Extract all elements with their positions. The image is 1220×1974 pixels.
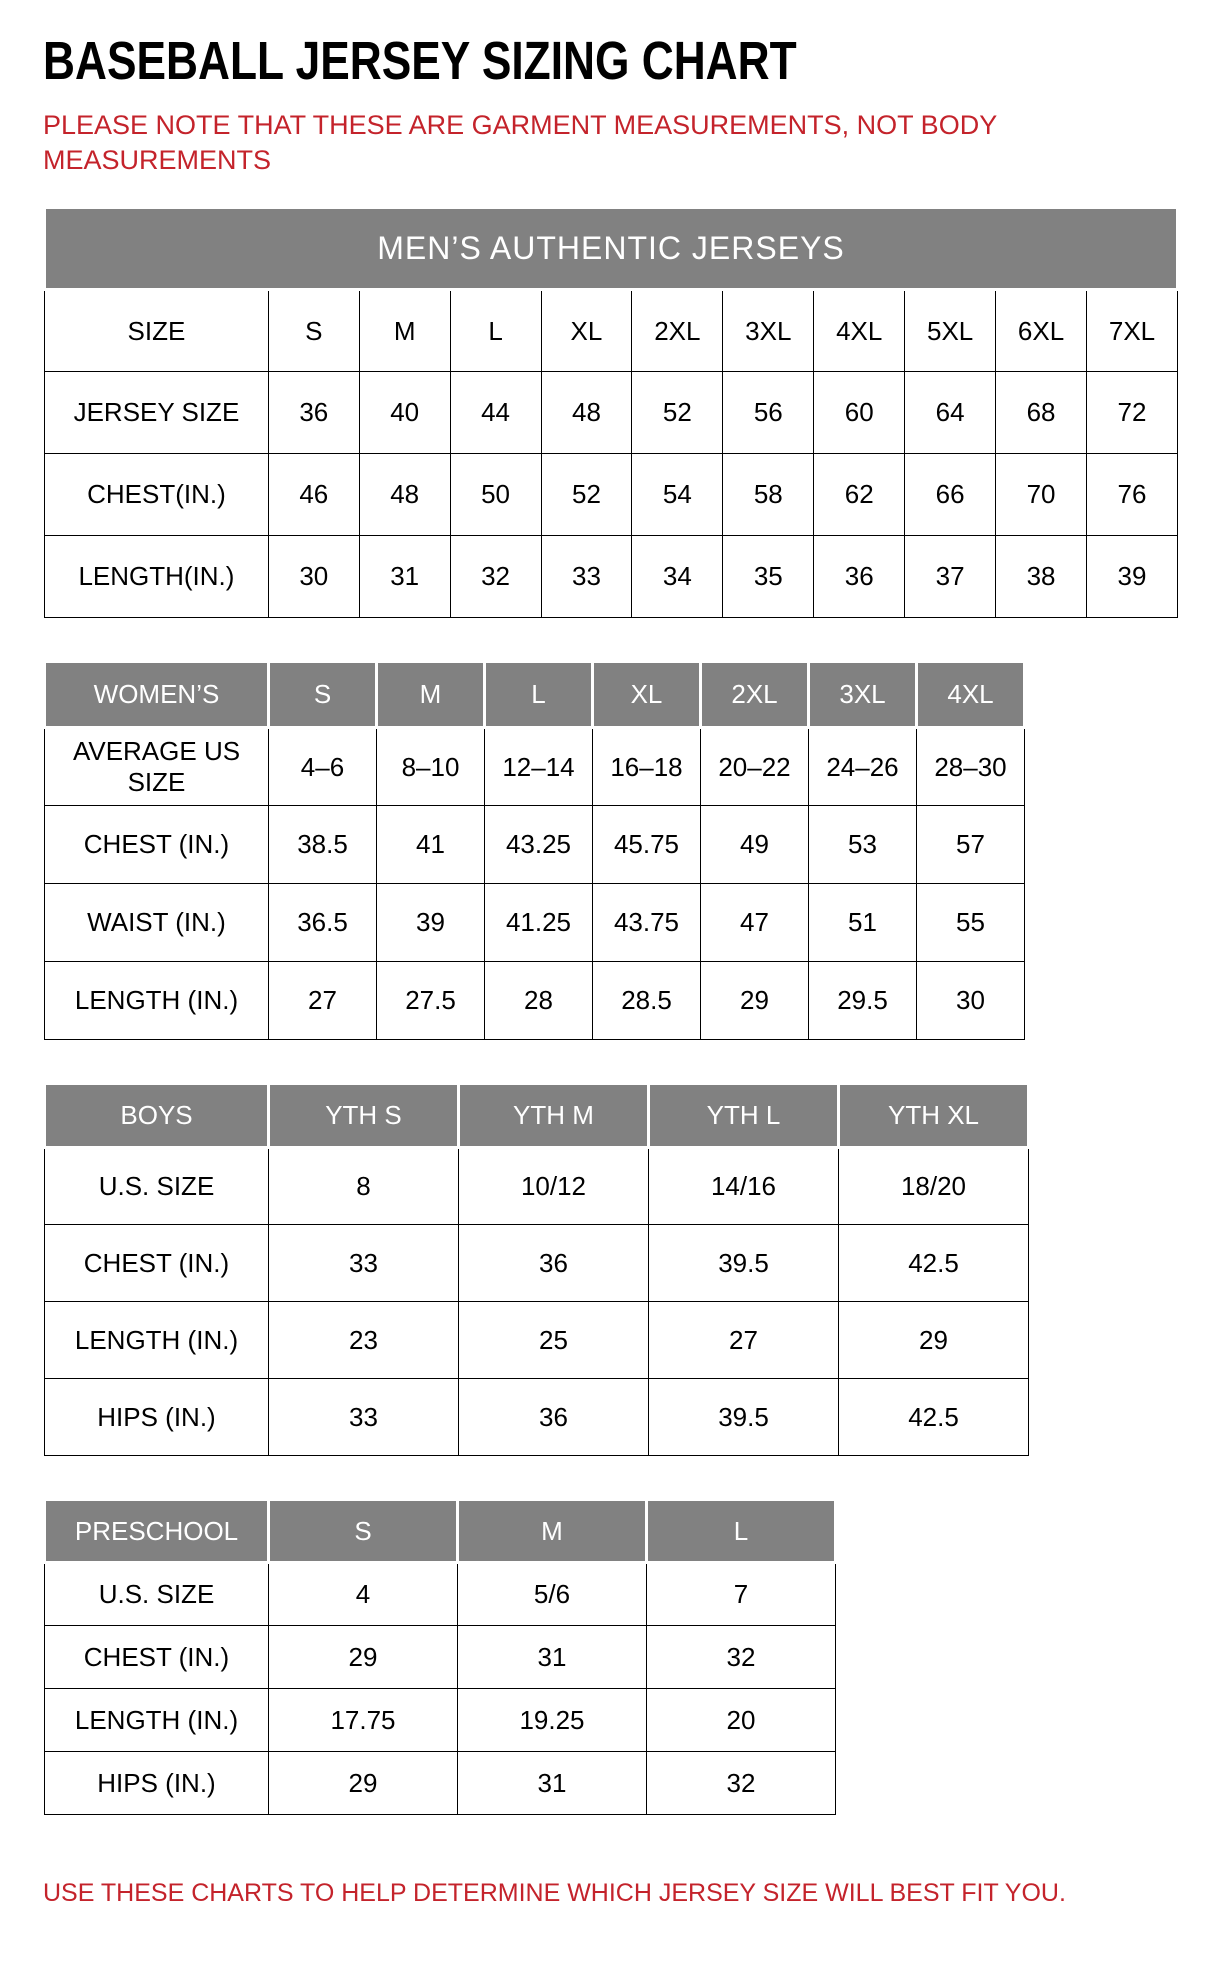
boys-row-label-3: HIPS (IN.) (45, 1379, 269, 1456)
boys-row-2 (45, 1302, 1029, 1379)
womens-header-col-5: 3XL (809, 662, 917, 728)
womens-cell-3-2: 28 (485, 962, 593, 1040)
preschool-row-label-1: CHEST (IN.) (45, 1626, 269, 1689)
womens-header-col-2: L (485, 662, 593, 728)
boys-row-3 (45, 1379, 1029, 1456)
mens-cell-0-9: 7XL (1087, 290, 1178, 372)
womens-header-col-6: 4XL (917, 662, 1025, 728)
womens-row-2 (45, 884, 1025, 962)
preschool-cell-0-0: 4 (269, 1563, 458, 1626)
page-title: BASEBALL JERSEY SIZING CHART (43, 31, 797, 91)
womens-cell-2-5: 51 (809, 884, 917, 962)
mens-banner-title: MEN’S AUTHENTIC JERSEYS (45, 208, 1178, 290)
mens-cell-1-6: 60 (814, 372, 905, 454)
boys-header-col-1: YTH M (459, 1084, 649, 1148)
womens-cell-1-4: 49 (701, 806, 809, 884)
womens-cell-0-5: 24–26 (809, 728, 917, 806)
mens-cell-3-8: 38 (996, 536, 1087, 618)
boys-cell-3-2: 39.5 (649, 1379, 839, 1456)
womens-row-3 (45, 962, 1025, 1040)
mens-cell-3-0: 30 (268, 536, 359, 618)
mens-cell-1-4: 52 (632, 372, 723, 454)
womens-cell-3-1: 27.5 (377, 962, 485, 1040)
womens-cell-3-6: 30 (917, 962, 1025, 1040)
boys-cell-1-0: 33 (269, 1225, 459, 1302)
womens-cell-1-3: 45.75 (593, 806, 701, 884)
boys-cell-1-1: 36 (459, 1225, 649, 1302)
mens-cell-1-7: 64 (905, 372, 996, 454)
boys-cell-3-0: 33 (269, 1379, 459, 1456)
mens-cell-1-1: 40 (359, 372, 450, 454)
preschool-cell-1-1: 31 (458, 1626, 647, 1689)
mens-cell-0-6: 4XL (814, 290, 905, 372)
boys-row-0 (45, 1148, 1029, 1225)
preschool-cell-1-2: 32 (647, 1626, 836, 1689)
boys-header-col-2: YTH L (649, 1084, 839, 1148)
mens-cell-1-0: 36 (268, 372, 359, 454)
womens-header-col-4: 2XL (701, 662, 809, 728)
mens-sizing-table (43, 206, 1179, 618)
preschool-cell-1-0: 29 (269, 1626, 458, 1689)
fit-guidance-note: USE THESE CHARTS TO HELP DETERMINE WHICH JERSEY SIZE WILL BEST FIT YOU. (43, 1879, 1066, 1908)
boys-row-label-2: LENGTH (IN.) (45, 1302, 269, 1379)
womens-header-row (45, 662, 1025, 728)
boys-sizing-table-container (43, 1082, 1179, 1456)
womens-cell-0-1: 8–10 (377, 728, 485, 806)
womens-cell-3-4: 29 (701, 962, 809, 1040)
boys-cell-2-0: 23 (269, 1302, 459, 1379)
mens-cell-0-7: 5XL (905, 290, 996, 372)
mens-cell-1-3: 48 (541, 372, 632, 454)
boys-row-label-0: U.S. SIZE (45, 1148, 269, 1225)
mens-cell-2-6: 62 (814, 454, 905, 536)
womens-row-label-1: CHEST (IN.) (45, 806, 269, 884)
preschool-row-label-0: U.S. SIZE (45, 1563, 269, 1626)
mens-cell-2-3: 52 (541, 454, 632, 536)
preschool-row-1 (45, 1626, 836, 1689)
mens-banner-row (45, 208, 1178, 290)
mens-cell-1-8: 68 (996, 372, 1087, 454)
womens-row-label-0: AVERAGE US SIZE (45, 728, 269, 806)
boys-row-label-1: CHEST (IN.) (45, 1225, 269, 1302)
preschool-cell-3-2: 32 (647, 1752, 836, 1815)
boys-header-col-0: YTH S (269, 1084, 459, 1148)
womens-header-col-1: M (377, 662, 485, 728)
mens-cell-3-3: 33 (541, 536, 632, 618)
mens-cell-2-8: 70 (996, 454, 1087, 536)
preschool-cell-2-2: 20 (647, 1689, 836, 1752)
preschool-sizing-table-container (43, 1498, 1179, 1815)
womens-header-label: WOMEN’S (45, 662, 269, 728)
mens-row-3 (45, 536, 1178, 618)
preschool-header-col-0: S (269, 1500, 458, 1563)
mens-cell-3-4: 34 (632, 536, 723, 618)
womens-header-col-3: XL (593, 662, 701, 728)
mens-row-label-2: CHEST(IN.) (45, 454, 269, 536)
womens-cell-0-6: 28–30 (917, 728, 1025, 806)
boys-cell-0-2: 14/16 (649, 1148, 839, 1225)
garment-measurements-note: PLEASE NOTE THAT THESE ARE GARMENT MEASUREMENTS, NOT BODY MEASUREMENTS (43, 110, 997, 176)
mens-cell-1-2: 44 (450, 372, 541, 454)
boys-cell-0-1: 10/12 (459, 1148, 649, 1225)
boys-cell-3-3: 42.5 (839, 1379, 1029, 1456)
mens-row-2 (45, 454, 1178, 536)
womens-cell-1-5: 53 (809, 806, 917, 884)
womens-sizing-table-container (43, 660, 1179, 1040)
mens-cell-2-0: 46 (268, 454, 359, 536)
mens-cell-0-5: 3XL (723, 290, 814, 372)
womens-header-col-0: S (269, 662, 377, 728)
preschool-header-col-1: M (458, 1500, 647, 1563)
womens-cell-2-1: 39 (377, 884, 485, 962)
mens-cell-0-2: L (450, 290, 541, 372)
mens-row-label-1: JERSEY SIZE (45, 372, 269, 454)
womens-cell-3-5: 29.5 (809, 962, 917, 1040)
womens-cell-3-3: 28.5 (593, 962, 701, 1040)
mens-cell-3-7: 37 (905, 536, 996, 618)
mens-cell-2-2: 50 (450, 454, 541, 536)
preschool-header-col-2: L (647, 1500, 836, 1563)
mens-row-1 (45, 372, 1178, 454)
womens-cell-0-3: 16–18 (593, 728, 701, 806)
womens-sizing-table (43, 660, 1026, 1040)
womens-cell-0-2: 12–14 (485, 728, 593, 806)
boys-cell-1-3: 42.5 (839, 1225, 1029, 1302)
boys-cell-2-3: 29 (839, 1302, 1029, 1379)
mens-cell-1-9: 72 (1087, 372, 1178, 454)
boys-cell-2-1: 25 (459, 1302, 649, 1379)
mens-cell-0-4: 2XL (632, 290, 723, 372)
womens-row-0 (45, 728, 1025, 806)
preschool-cell-3-0: 29 (269, 1752, 458, 1815)
preschool-row-label-2: LENGTH (IN.) (45, 1689, 269, 1752)
boys-header-label: BOYS (45, 1084, 269, 1148)
preschool-cell-3-1: 31 (458, 1752, 647, 1815)
womens-cell-1-1: 41 (377, 806, 485, 884)
womens-cell-1-0: 38.5 (269, 806, 377, 884)
preschool-row-0 (45, 1563, 836, 1626)
boys-row-1 (45, 1225, 1029, 1302)
mens-cell-2-5: 58 (723, 454, 814, 536)
boys-header-row (45, 1084, 1029, 1148)
womens-cell-3-0: 27 (269, 962, 377, 1040)
mens-cell-0-1: M (359, 290, 450, 372)
boys-cell-2-2: 27 (649, 1302, 839, 1379)
mens-row-label-3: LENGTH(IN.) (45, 536, 269, 618)
preschool-cell-0-2: 7 (647, 1563, 836, 1626)
mens-authentic-jerseys-table-container (43, 206, 1179, 618)
preschool-cell-2-1: 19.25 (458, 1689, 647, 1752)
preschool-row-3 (45, 1752, 836, 1815)
mens-row-label-0: SIZE (45, 290, 269, 372)
preschool-header-label: PRESCHOOL (45, 1500, 269, 1563)
boys-cell-0-0: 8 (269, 1148, 459, 1225)
boys-cell-1-2: 39.5 (649, 1225, 839, 1302)
mens-cell-0-3: XL (541, 290, 632, 372)
mens-cell-3-6: 36 (814, 536, 905, 618)
womens-row-label-2: WAIST (IN.) (45, 884, 269, 962)
mens-cell-3-1: 31 (359, 536, 450, 618)
mens-cell-2-4: 54 (632, 454, 723, 536)
mens-cell-0-0: S (268, 290, 359, 372)
preschool-row-2 (45, 1689, 836, 1752)
boys-sizing-table (43, 1082, 1030, 1456)
womens-cell-0-0: 4–6 (269, 728, 377, 806)
womens-cell-0-4: 20–22 (701, 728, 809, 806)
mens-cell-2-9: 76 (1087, 454, 1178, 536)
mens-cell-3-2: 32 (450, 536, 541, 618)
mens-cell-0-8: 6XL (996, 290, 1087, 372)
womens-cell-1-6: 57 (917, 806, 1025, 884)
mens-row-0 (45, 290, 1178, 372)
boys-cell-3-1: 36 (459, 1379, 649, 1456)
preschool-row-label-3: HIPS (IN.) (45, 1752, 269, 1815)
mens-cell-1-5: 56 (723, 372, 814, 454)
mens-cell-2-7: 66 (905, 454, 996, 536)
womens-row-label-3: LENGTH (IN.) (45, 962, 269, 1040)
womens-cell-1-2: 43.25 (485, 806, 593, 884)
boys-header-col-3: YTH XL (839, 1084, 1029, 1148)
womens-cell-2-2: 41.25 (485, 884, 593, 962)
mens-cell-3-5: 35 (723, 536, 814, 618)
boys-cell-0-3: 18/20 (839, 1148, 1029, 1225)
womens-cell-2-0: 36.5 (269, 884, 377, 962)
preschool-header-row (45, 1500, 836, 1563)
mens-cell-3-9: 39 (1087, 536, 1178, 618)
womens-cell-2-4: 47 (701, 884, 809, 962)
preschool-sizing-table (43, 1498, 837, 1815)
womens-cell-2-6: 55 (917, 884, 1025, 962)
womens-row-1 (45, 806, 1025, 884)
mens-cell-2-1: 48 (359, 454, 450, 536)
preschool-cell-0-1: 5/6 (458, 1563, 647, 1626)
womens-cell-2-3: 43.75 (593, 884, 701, 962)
preschool-cell-2-0: 17.75 (269, 1689, 458, 1752)
